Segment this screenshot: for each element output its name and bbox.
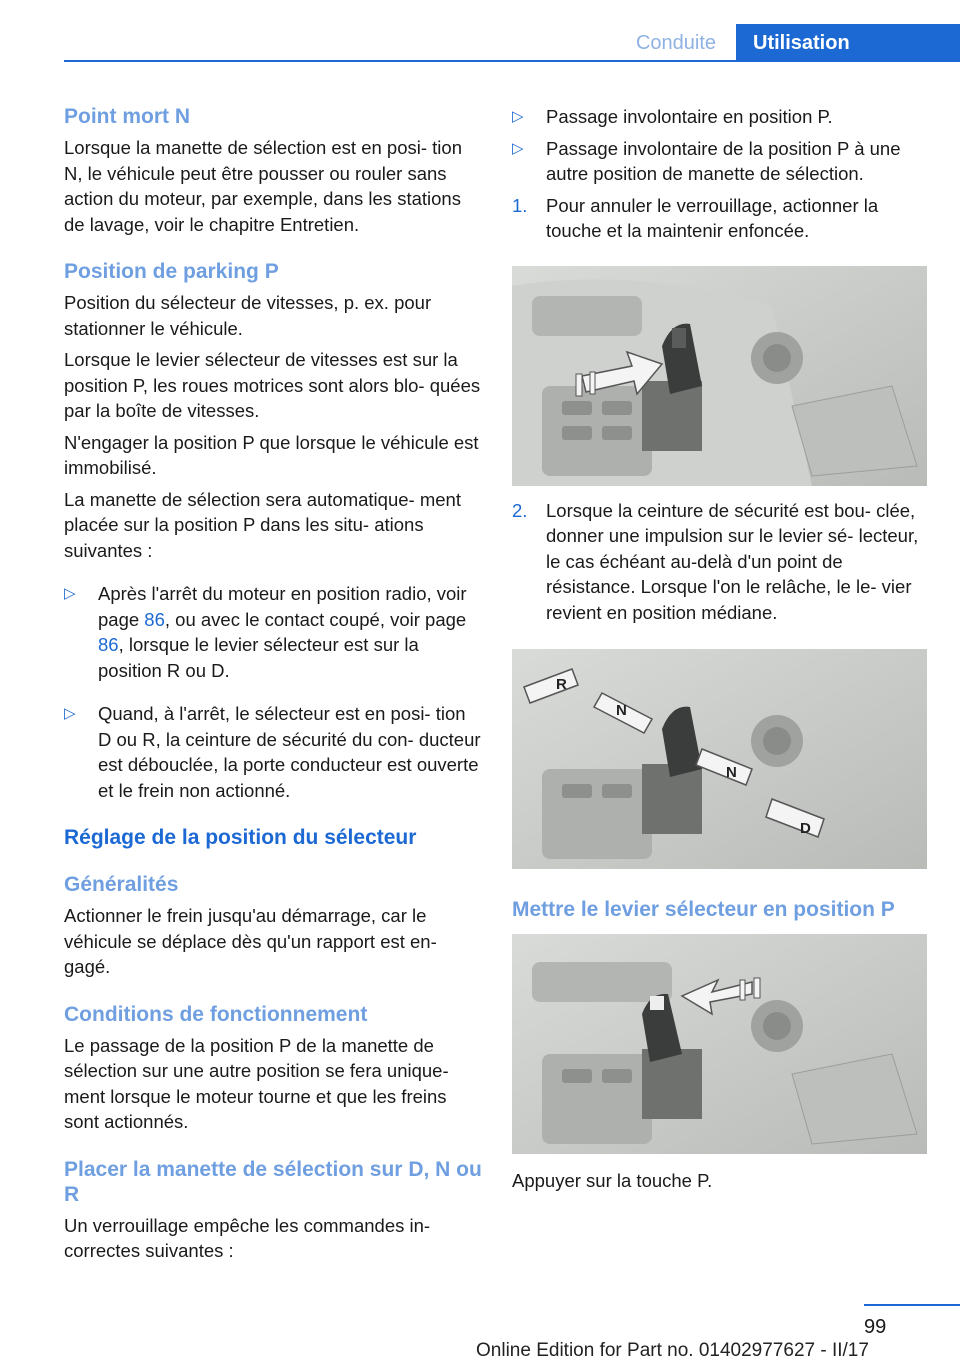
paragraph-parking-4: La manette de sélection sera automatique- ment placée sur la position P dans les situ- ations suivantes : [64,488,461,561]
step-item [512,498,932,626]
left-column [64,104,484,1264]
fig2-label: D [800,820,811,837]
fig2-label: N [616,702,627,719]
paragraph-parking-1: Position du sélecteur de vitesses, p. ex. pour stationner le véhicule. [64,292,432,339]
bullet-triangle-icon: ▷ [512,139,524,157]
figure-p-button [512,934,927,1154]
bullet-triangle-icon: ▷ [64,585,76,602]
fig2-label: R [556,676,567,693]
bullet-text: Quand, à l'arrêt, le sélecteur est en posi- tion D ou R, la ceinture de sécurité du con- ducteur est débouclée, la porte conducteur est ouverte et le frein non actionné. [98,703,481,801]
page-link[interactable]: 86 [144,608,165,630]
figure-unlock-button [512,266,927,486]
paragraph-parking-3: N'engager la position P que lorsque le véhicule est immobilisé. [64,431,479,478]
list-item [512,104,932,130]
step-number: 2. [512,499,528,521]
page-link[interactable]: 86 [98,634,119,655]
tab-conduite[interactable]: Conduite [635,32,717,54]
bullet-text: , ou avec le contact coupé, voir page [164,608,467,630]
heading-placer: Placer la manette de sélection sur D, N ou R [64,1157,482,1206]
fig2-label: N [726,764,737,781]
list-item [512,136,932,187]
paragraph-conditions: Le passage de la position P de la manette de sélection sur une autre position se fera unique- ment lorsque le moteur tourne et que les freins sont actionnés. [64,1034,449,1132]
heading-mettre-p: Mettre le levier sélecteur en position P [512,898,895,921]
paragraph-parking-2: Lorsque le levier sélecteur de vitesses est sur la position P, les roues motrices sont alors blo- quées par la boîte de vitesses. [64,349,481,421]
heading-reglage: Réglage de la position du sélecteur [64,826,417,849]
tab-utilisation[interactable]: Utilisation [736,24,960,62]
page-number: 99 [864,1316,887,1338]
step-text: Lorsque la ceinture de sécurité est bou- clée, donner une impulsion sur le levier sé- lecteur, le cas échéant au-delà d'un point de résistance. Lorsque l'on le relâche, le le- vier revient en position médiane. [546,499,919,623]
header-rule [64,60,960,62]
list-item [64,701,484,803]
heading-generalites: Généralités [64,873,179,896]
paragraph-placer: Un verrouillage empêche les commandes in- correctes suivantes : [64,1214,431,1261]
bullet-text: Passage involontaire en position P. [546,106,833,127]
bullet-text: Après l'arrêt du moteur en position radio, voir page [98,583,467,630]
step-number: 1. [512,194,528,216]
figure-selector-positions [512,649,927,869]
bullet-triangle-icon: ▷ [512,108,524,125]
step-text: Pour annuler le verrouillage, actionner la touche et la maintenir enfoncée. [546,194,879,241]
heading-parking: Position de parking P [64,260,279,283]
paragraph-appuyer: Appuyer sur la touche P. [512,1170,713,1191]
paragraph-point-mort: Lorsque la manette de sélection est en posi- tion N, le véhicule peut être pousser ou rouler sans action du moteur, par exemple, dans les stations de lavage, voir le chapitre Entretien. [64,137,462,235]
step-item [512,193,932,244]
bullet-text: , lorsque le levier sélecteur est sur la position R ou D. [98,634,419,681]
footer-rule [864,1304,960,1306]
right-column [512,104,932,1194]
footer-edition: Online Edition for Part no. 01402977627 - II/17 [476,1340,869,1361]
bullet-text: Passage involontaire de la position P à une autre position de manette de sélection. [546,137,901,184]
bullet-triangle-icon: ▷ [64,705,76,722]
list-item [64,581,484,683]
heading-conditions: Conditions de fonctionnement [64,1002,368,1026]
paragraph-generalites: Actionner le frein jusqu'au démarrage, car le véhicule se déplace dès qu'un rapport est en- gagé. [64,905,437,977]
heading-point-mort: Point mort N [64,105,190,128]
